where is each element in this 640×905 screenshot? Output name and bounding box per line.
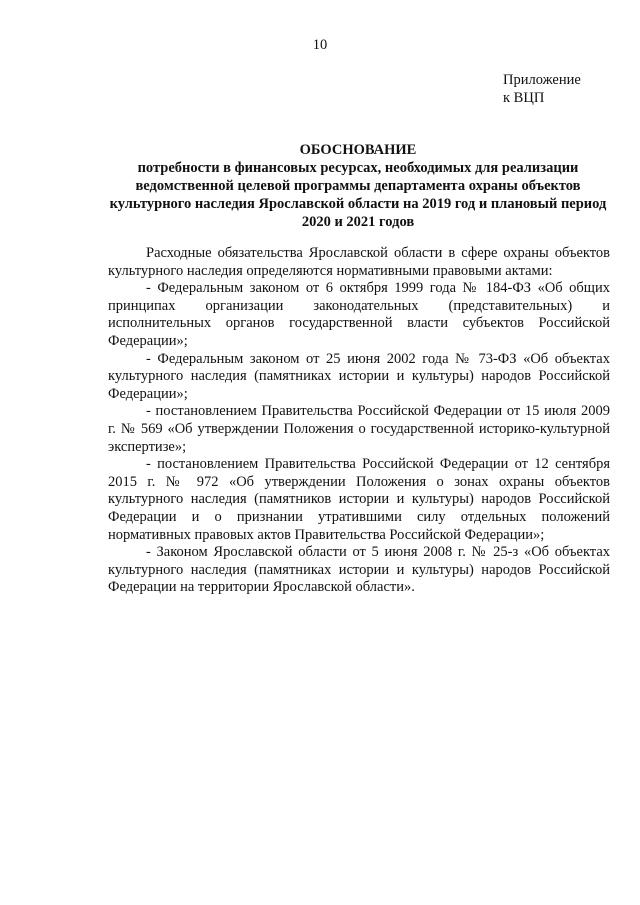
document-subtitle: потребности в финансовых ресурсах, необходимых для реализации ведомственной целевой программы департамента охраны объектов культурного наследия Ярославской области на 2019 год и плановый период 2020 и 2021 годов xyxy=(109,160,607,230)
list-item: - постановлением Правительства Российской Федерации от 12 сентября 2015 г. № 972 «Об утверждении Положения о зонах охраны объектов культурного наследия (памятников истории и культуры) народов Российской Федерации и о признании утратившими силу отдельных положений нормативных правовых актов Правительства Российской Федерации»; xyxy=(108,456,610,543)
list-item: - Федеральным законом от 6 октября 1999 года № 184-ФЗ «Об общих принципах организации законодательных (представительных) и исполнительных органов государственной власти субъектов Российской Федерации»; xyxy=(108,280,610,349)
page-number: 10 xyxy=(312,37,328,53)
document-heading xyxy=(108,141,608,231)
appendix-line-2: к ВЦП xyxy=(503,90,545,106)
document-title: ОБОСНОВАНИЕ xyxy=(299,142,417,158)
intro-paragraph: Расходные обязательства Ярославской области в сфере охраны объектов культурного наследия определяются нормативными правовыми актами: xyxy=(108,245,610,279)
appendix-label xyxy=(503,71,581,107)
list-item: - Федеральным законом от 25 июня 2002 года № 73-ФЗ «Об объектах культурного наследия (памятниках истории и культуры) народов Российской Федерации»; xyxy=(108,350,610,402)
appendix-line-1: Приложение xyxy=(503,72,581,88)
list-item: - Законом Ярославской области от 5 июня 2008 г. № 25-з «Об объектах культурного наследия (памятниках истории и культуры) народов Российской Федерации на территории Ярославской области». xyxy=(108,544,610,596)
list-item: - постановлением Правительства Российской Федерации от 15 июля 2009 г. № 569 «Об утверждении Положения о государственной историко-культурной экспертизе»; xyxy=(108,403,610,455)
document-body xyxy=(108,245,610,597)
